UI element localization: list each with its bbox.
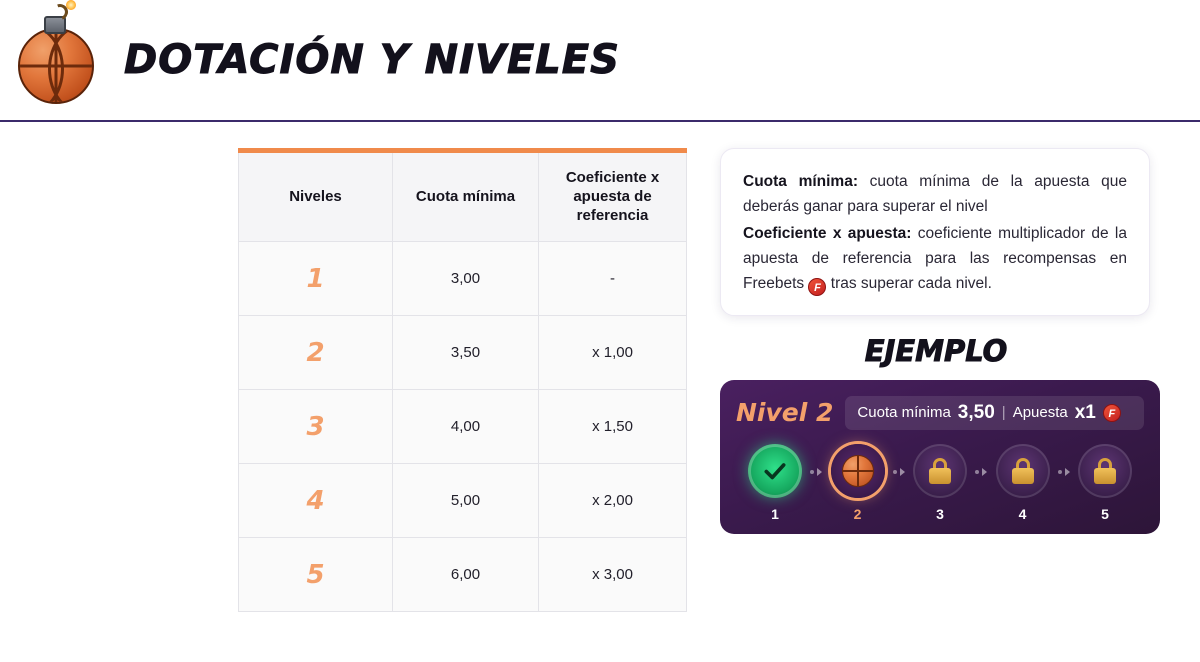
- levels-table-wrapper: [238, 148, 686, 662]
- cell-coeficiente: x 2,00: [539, 464, 687, 538]
- levels-table: [238, 148, 687, 612]
- locked-node[interactable]: [913, 444, 967, 498]
- lock-body: [1094, 468, 1116, 484]
- connector-arrow-icon: [817, 468, 822, 476]
- node-label: 3: [936, 505, 944, 522]
- right-column: [720, 148, 1152, 662]
- example-progress-track: [736, 444, 1144, 522]
- cell-cuota: 5,00: [393, 464, 539, 538]
- connector-arrow-icon: [1065, 468, 1070, 476]
- node-label: 5: [1101, 505, 1109, 522]
- column-header-cuota-minima: Cuota mínima: [393, 151, 539, 242]
- example-cuota-value: 3,50: [957, 401, 995, 423]
- column-header-niveles: Niveles: [239, 151, 393, 242]
- cell-cuota: 6,00: [393, 538, 539, 612]
- progress-node-2[interactable]: [827, 444, 889, 522]
- cell-level: 1: [239, 242, 393, 316]
- lock-body: [1012, 468, 1034, 484]
- progress-node-5[interactable]: [1074, 444, 1136, 522]
- node-label: 4: [1018, 505, 1027, 522]
- cell-level: 3: [239, 390, 393, 464]
- lock-icon: [1094, 458, 1116, 484]
- table-row: [239, 538, 687, 612]
- example-apuesta-label: Apuesta: [1012, 404, 1068, 422]
- definitions-card: [720, 148, 1150, 316]
- example-level-label: Nivel 2: [736, 398, 834, 428]
- table-row: [239, 316, 687, 390]
- example-apuesta-value: x1: [1074, 401, 1096, 423]
- cell-cuota: 3,50: [393, 316, 539, 390]
- connector-4-5: [1058, 468, 1070, 476]
- locked-node[interactable]: [1078, 444, 1132, 498]
- table-header-row: [239, 151, 687, 242]
- definition-text-cuota: cuota mínima de la apuesta que deberás ganar para superar el nivel: [743, 173, 1127, 216]
- node-label: 1: [771, 505, 779, 522]
- definition-term-coeficiente: Coeficiente x apuesta:: [743, 225, 912, 243]
- check-icon: [762, 458, 788, 484]
- basketball-icon: [842, 455, 874, 487]
- example-stats-pill: [845, 396, 1144, 430]
- definition-cuota-minima: [743, 169, 1127, 219]
- connector-3-4: [975, 468, 987, 476]
- node-label: 2: [853, 505, 862, 522]
- example-cuota-label: Cuota mínima: [857, 404, 951, 422]
- table-row: [239, 464, 687, 538]
- connector-dot: [975, 470, 979, 474]
- connector-arrow-icon: [982, 468, 987, 476]
- check-node[interactable]: [748, 444, 802, 498]
- spark-icon: [66, 0, 76, 10]
- cell-level: 2: [239, 316, 393, 390]
- example-pill-separator: |: [1001, 404, 1006, 422]
- progress-node-1[interactable]: [744, 444, 806, 522]
- example-heading: EJEMPLO: [864, 333, 1008, 368]
- connector-dot: [1058, 470, 1062, 474]
- definition-text-coeficiente-b: tras superar cada nivel.: [826, 275, 992, 293]
- page-header: [0, 0, 1200, 122]
- freebet-icon: F: [1103, 404, 1121, 422]
- lock-icon: [929, 458, 951, 484]
- connector-2-3: [893, 468, 905, 476]
- definition-text-coeficiente-a: coeficiente multiplicador de la apuesta de referencia para las recompensas en Freebets: [743, 225, 1127, 293]
- cell-coeficiente: -: [539, 242, 687, 316]
- cell-coeficiente: x 1,00: [539, 316, 687, 390]
- page-content: [0, 122, 1200, 662]
- table-row: [239, 242, 687, 316]
- progress-node-3[interactable]: [909, 444, 971, 522]
- basketball-bomb-logo: [8, 6, 100, 114]
- example-header-row: [736, 396, 1144, 430]
- cell-coeficiente: x 1,50: [539, 390, 687, 464]
- page-title: DOTACIÓN Y NIVELES: [124, 37, 620, 83]
- cell-level: 4: [239, 464, 393, 538]
- table-row: [239, 390, 687, 464]
- column-header-coeficiente: Coeficiente x apuesta de referencia: [539, 151, 687, 242]
- locked-node[interactable]: [996, 444, 1050, 498]
- freebet-icon: F: [808, 278, 826, 296]
- lock-icon: [1012, 458, 1034, 484]
- cell-cuota: 3,00: [393, 242, 539, 316]
- connector-dot: [893, 470, 897, 474]
- progress-node-4[interactable]: [992, 444, 1054, 522]
- basketball-icon: [18, 28, 94, 104]
- current-node[interactable]: [831, 444, 885, 498]
- definition-coeficiente: [743, 221, 1127, 296]
- connector-dot: [810, 470, 814, 474]
- cell-coeficiente: x 3,00: [539, 538, 687, 612]
- connector-arrow-icon: [900, 468, 905, 476]
- cell-level: 5: [239, 538, 393, 612]
- definition-term-cuota: Cuota mínima:: [743, 173, 858, 190]
- lock-body: [929, 468, 951, 484]
- example-panel: [720, 380, 1160, 534]
- connector-1-2: [810, 468, 822, 476]
- cell-cuota: 4,00: [393, 390, 539, 464]
